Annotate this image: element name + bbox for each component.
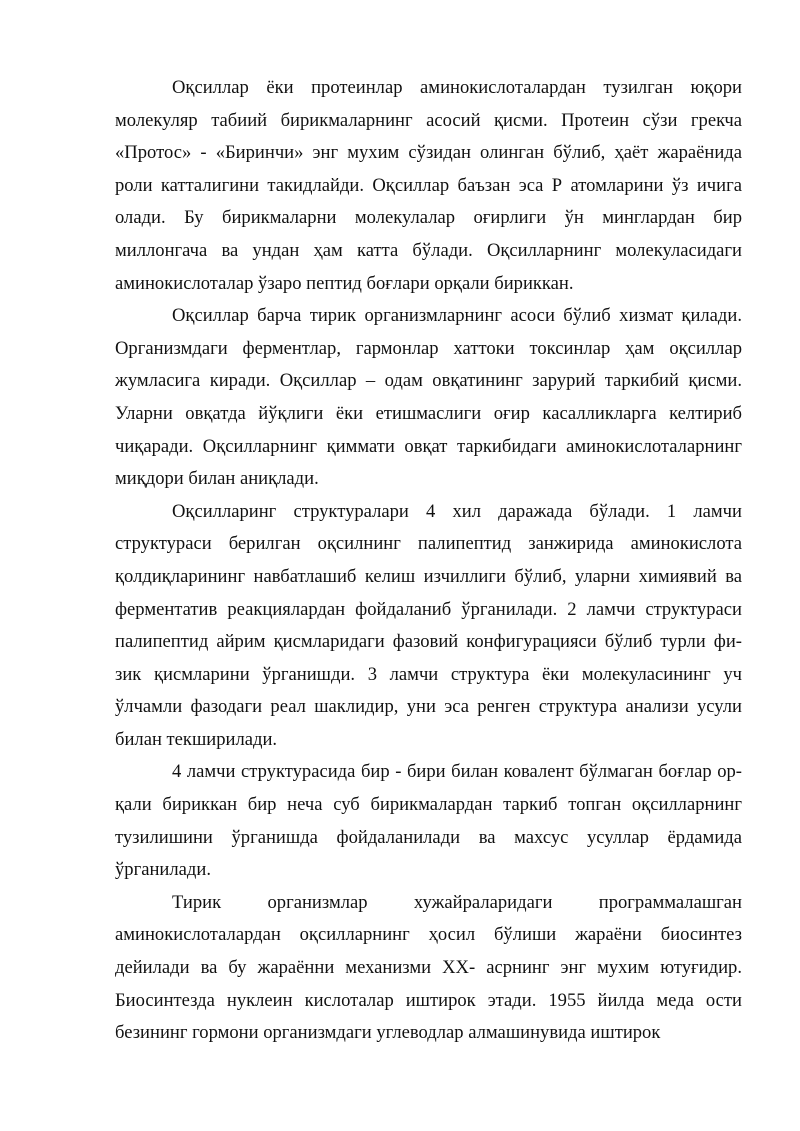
- paragraph-protein-structures: Оқсилларинг структуралари 4 хил даражада бўлади. 1 ламчи структураси берилган оқсилнинг палипептид занжирида аминокислота қолдиқларининг навбатлашиб келиш изчиллиги бўлиб, уларни химиявий ва ферментатив реакциялардан фойдаланиб ўрганилади. 2 ламчи структураси палипептид айрим қисмларидаги фазовий конфигурацияси бўлиб турли фи-зик қисмларини ўрганишди. 3 ламчи структура ёки молекуласининг уч ўлчамли фазодаги реал шаклидир, уни эса ренген структура анализи усули билан текширилади.: [115, 500, 742, 750]
- paragraph-biosynthesis: Тирик организмлар хужайраларидаги программалашган аминокислоталардан оқсилларнинг ҳосил бўлиши жараёни биосинтез дейилади ва бу жараённи механизми XX- асрнинг энг мухим ютуғидир. Биосинтезда нуклеин кислоталар иштирок этади. 1955 йилда меда ости безининг гормони организмдаги углеводлар алмашинувида иштирок: [115, 891, 742, 1044]
- paragraph-proteins-definition: Оқсиллар ёки протеинлар аминокислоталардан тузилган юқори молекуляр табиий бирикмаларнинг асосий қисми. Протеин сўзи грекча «Протос» - «Биринчи» энг мухим сўзидан олинган бўлиб, ҳаёт жараёнида роли катталигини такидлайди. Оқсиллар баъзан эса Р атомларини ўз ичига олади. Бу бирикмаларни молекулалар оғирлиги ўн минглардан бир миллонгача ва ундан ҳам катта бўлади. Оқсилларнинг молекуласидаги аминокислоталар ўзаро пептид боғлари орқали бириккан.: [115, 77, 742, 294]
- document-page: [115, 72, 742, 1050]
- paragraph-proteins-role: Оқсиллар барча тирик организмларнинг асоси бўлиб хизмат қилади. Организмдаги ферментлар, гармонлар хаттоки токсинлар ҳам оқсиллар жумласига киради. Оқсиллар – одам овқатининг зарурий таркибий қисми. Уларни овқатда йўқлиги ёки етишмаслиги оғир касалликларга келтириб чиқаради. Оқсилларнинг қиммати овқат таркибидаги аминокислоталарнинг миқдори билан аниқлади.: [115, 305, 742, 490]
- paragraph-quaternary-structure: 4 ламчи структурасида бир - бири билан ковалент бўлмаган боғлар ор-қали бириккан бир неча суб бирикмалардан таркиб топган оқсилларнинг тузилишини ўрганишда фойдаланилади ва махсус усуллар ёрдамида ўрганилади.: [115, 761, 742, 881]
